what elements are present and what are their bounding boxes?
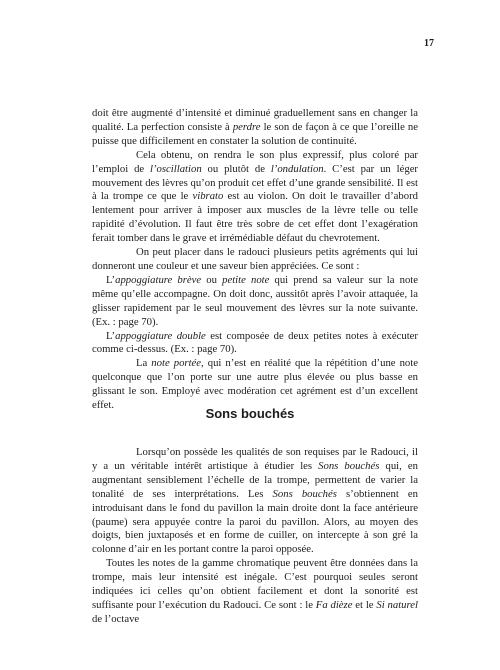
text-run: , qui n’est en réalité que la répétition d’une note quelconque que l’on porte sur une autre plus élevée ou plus basse en glissant le son. Employé avec modération cet agrément est d’un excellent effet. — [92, 357, 418, 412]
section-title: Sons bouchés — [205, 406, 295, 421]
paragraph — [92, 149, 418, 246]
text-run: On peut placer dans le radouci plusieurs petits agréments qui lui donneront une couleur et une saveur bien appréciées. Ce sont : — [92, 246, 418, 272]
text-run: Lorsqu’on possède les qualités de son requises par le Radouci, il y a un véritable intérêt artistique à étudier les — [92, 446, 418, 472]
italic-text: petite note — [222, 273, 270, 286]
italic-text: Si naturel — [376, 598, 418, 611]
text-run: . C’est par un léger mouvement des lèvres qu’on produit cet effet d’une grande sensibilité. Il est à la trompe ce que le — [92, 162, 418, 203]
italic-text: note portée — [151, 357, 202, 370]
text-run: L’ — [106, 329, 116, 342]
paragraph — [92, 107, 418, 149]
paragraph — [92, 446, 418, 557]
italic-text: appoggiature double — [115, 329, 206, 342]
text-run: s’obtiennent en introduisant dans le fond du pavillon la main droite dont la face antérieure (paume) sera appuyée contre la paroi du pavillon. Alors, au moyen des doigts, bien juxtaposés et en forme de cuiller, on intercepte à son gré la colonne d’air en les portant contre la paroi opposée. — [92, 487, 418, 556]
text-run: le son de façon à ce que l’oreille ne puisse que difficilement en constater la solution de continuité. — [92, 120, 418, 147]
text-run: doit être augmenté d’intensité et diminué graduellement sans en changer la qualité. La perfection consiste à — [92, 107, 418, 133]
italic-text: Sons bouchés — [318, 459, 380, 472]
text-run: La — [136, 357, 152, 370]
text-run: Toutes les notes de la gamme chromatique peuvent être données dans la trompe, mais leur intensité est inégale. C’est pourquoi seules seront indiquées ici celles qu’on obtient facilement et dont la sonorité est suffisante pour l’exécution du Radouci. Ce sont : le — [92, 557, 418, 611]
italic-text: l’oscillation — [150, 162, 202, 175]
paragraph — [92, 274, 418, 330]
page-number: 17 — [424, 38, 434, 49]
italic-text: l’ondulation — [270, 162, 324, 175]
text-run: de l’octave — [92, 612, 140, 625]
italic-text: appoggiature brève — [115, 273, 202, 286]
text-run: est au violon. On doit le travailler d’abord lentement pour arriver à imposer aux muscles de la lèvre telle ou telle rapidité d’évolution. Il faut être très sobre de cet effet dont l’exagération ferait tomber dans le grave et irrémédiable défaut du chevrotement. — [92, 190, 418, 245]
text-run: et le — [352, 598, 377, 611]
italic-text: Sons bouchés — [272, 487, 337, 500]
italic-text: vibrato — [192, 190, 224, 203]
italic-text: perdre — [232, 120, 261, 133]
text-run: ou plutôt de — [201, 162, 271, 175]
paragraph — [92, 557, 418, 627]
text-run: qui, en augmentant sensiblement l’échelle de la trompe, permettent de varier la tonalité de ses interprétations. Les — [92, 459, 418, 500]
text-block-bottom — [92, 446, 418, 627]
text-run: Cela obtenu, on rendra le son plus expressif, plus coloré par l’emploi de — [92, 148, 418, 175]
text-run: L’ — [106, 273, 116, 286]
text-run: ou — [201, 273, 223, 286]
text-run: est composée de deux petites notes à exécuter comme ci-dessus. (Ex. : page 70). — [92, 329, 418, 356]
italic-text: Fa dièze — [315, 598, 353, 611]
paragraph — [92, 246, 418, 274]
paragraph — [92, 357, 418, 413]
paragraph — [92, 330, 418, 358]
text-block-top — [92, 107, 418, 413]
text-run: qui prend sa valeur sur la note même qu’elle accompagne. On doit donc, aussitôt après l’avoir attaquée, la glisser rapidement par le seul mouvement des lèvres sur la note suivante. (Ex. : page 70). — [92, 273, 419, 328]
